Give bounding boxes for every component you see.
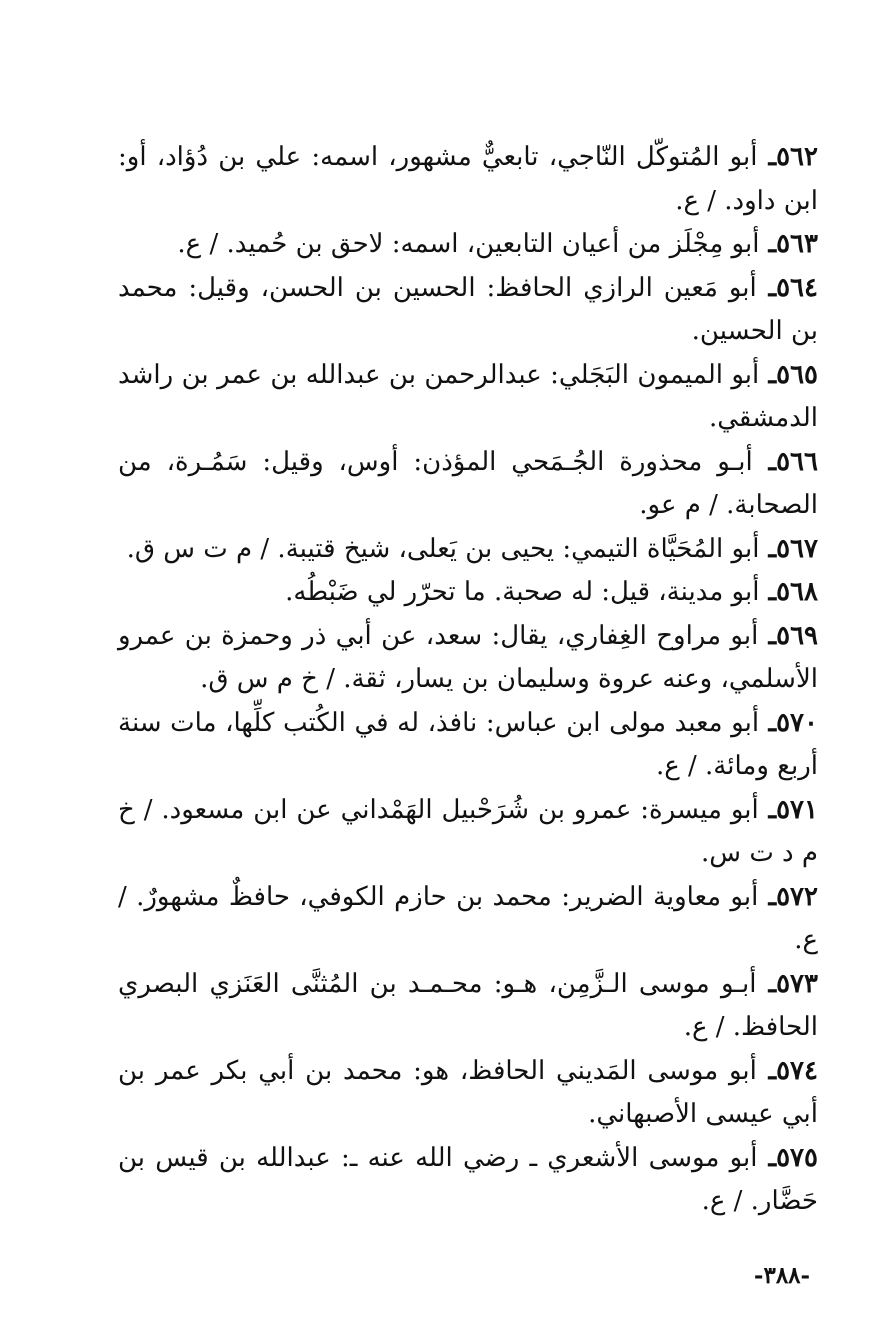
entry-number: ٥٦٢ (776, 142, 818, 172)
entry-text: أبو موسى الأشعري ـ رضي الله عنه ـ: عبدالله بن قيس بن حَضَّار. / ع. (118, 1142, 818, 1216)
entry-text: أبو مدينة، قيل: له صحبة. ما تحرّر لي ضَبْطُه. (285, 577, 760, 607)
entry-text: أبو مِجْلَز من أعيان التابعين، اسمه: لاحق بن حُميد. / ع. (177, 229, 760, 259)
entry-568 (118, 571, 818, 615)
page-body (118, 136, 818, 1224)
entry-number: ٥٧٠ (776, 707, 818, 738)
entry-number: ٥٦٤ (776, 272, 818, 303)
entry-575 (118, 1137, 818, 1224)
entry-dash: ـ (759, 707, 777, 738)
entry-dash: ـ (752, 446, 777, 477)
entry-text: أبو الميمون البَجَلي: عبدالرحمن بن عبدالله بن عمر بن راشد الدمشقي. (118, 359, 818, 433)
entry-text: أبو المُتوكّل النّاجي، تابعيٌّ مشهور، اسمه: علي بن دُؤاد، أو: ابن داود. / ع. (118, 142, 818, 216)
entry-dash: ـ (759, 577, 777, 607)
entry-number: ٥٧٥ (776, 1142, 818, 1173)
entry-number: ٥٧٢ (776, 881, 818, 912)
entry-number: ٥٦٧ (776, 533, 818, 564)
entry-text: أبو معاوية الضرير: محمد بن حازم الكوفي، حافظٌ مشهورٌ. / ع. (118, 881, 818, 955)
entry-566 (118, 441, 818, 528)
entry-dash: ـ (757, 142, 777, 172)
page-number: -٣٨٨- (753, 1262, 811, 1289)
entry-dash: ـ (756, 272, 777, 303)
entry-572 (118, 876, 818, 963)
entry-number: ٥٦٣ (776, 229, 818, 259)
entry-text: أبـو محذورة الجُـمَحي المؤذن: أوس، وقيل: سَمُـرة، من الصحابة. / م عو. (118, 446, 818, 520)
entry-text: أبو معبد مولى ابن عباس: نافذ، له في الكُتب كلِّها، مات سنة أربع ومائة. / ع. (118, 707, 818, 781)
entry-563 (118, 223, 818, 267)
entry-565 (118, 354, 818, 441)
entry-574 (118, 1050, 818, 1137)
entry-573 (118, 963, 818, 1050)
entry-dash: ـ (758, 794, 777, 825)
entry-dash: ـ (759, 229, 777, 259)
entry-dash: ـ (759, 359, 777, 390)
entry-dash: ـ (756, 968, 777, 999)
entry-text: أبو ميسرة: عمرو بن شُرَحْبيل الهَمْداني عن ابن مسعود. / خ م د ت س. (118, 794, 818, 868)
entry-number: ٥٦٦ (776, 446, 818, 477)
entry-text: أبـو موسى الـزَّمِن، هـو: محـمـد بن المُثنَّى العَنَزي البصري الحافظ. / ع. (118, 968, 818, 1042)
entry-text: أبو مراوح الغِفاري، يقال: سعد، عن أبي ذر وحمزة بن عمرو الأسلمي، وعنه عروة وسليمان بن يسار، ثقة. / خ م س ق. (118, 620, 818, 694)
entry-number: ٥٦٨ (776, 577, 818, 607)
entry-number: ٥٧١ (776, 794, 818, 825)
entry-562 (118, 136, 818, 223)
entry-dash: ـ (757, 1142, 777, 1173)
entry-number: ٥٧٤ (776, 1055, 818, 1086)
entry-570 (118, 702, 818, 789)
entry-dash: ـ (758, 620, 777, 651)
entry-569 (118, 615, 818, 702)
entry-dash: ـ (758, 881, 777, 912)
entry-dash: ـ (756, 1055, 777, 1086)
entry-text: أبو المُحَيَّاة التيمي: يحيى بن يَعلى، شيخ قتيبة. / م ت س ق. (126, 533, 760, 564)
entry-text: أبو موسى المَديني الحافظ، هو: محمد بن أبي بكر عمر بن أبي عيسى الأصبهاني. (118, 1055, 818, 1129)
entry-dash: ـ (759, 533, 777, 564)
entry-564 (118, 267, 818, 354)
entry-number: ٥٦٩ (776, 620, 819, 651)
entry-567 (118, 528, 818, 572)
entry-number: ٥٦٥ (776, 359, 819, 390)
entry-text: أبو مَعين الرازي الحافظ: الحسين بن الحسن، وقيل: محمد بن الحسين. (118, 272, 818, 346)
entry-571 (118, 789, 818, 876)
entry-number: ٥٧٣ (776, 968, 818, 999)
